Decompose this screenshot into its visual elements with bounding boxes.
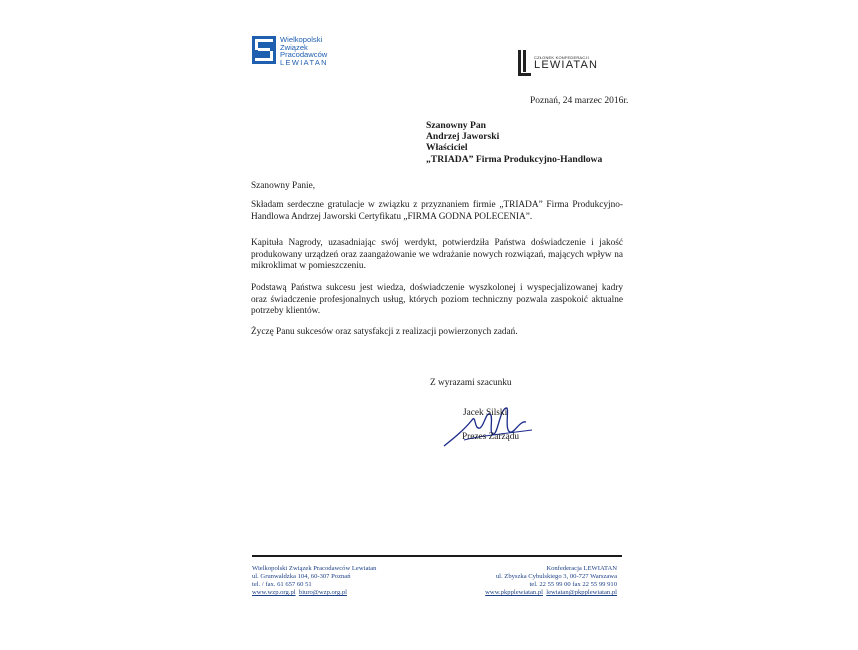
lewiatan-logo: [517, 50, 598, 76]
wzp-logo-text: [280, 36, 328, 66]
recipient-company: „TRIADA” Firma Produkcyjno-Handlowa: [426, 153, 603, 165]
footer-left-phone: tel. / fax. 61 657 60 51: [252, 581, 312, 589]
letter-paragraph-4: Życzę Panu sukcesów oraz satysfakcji z realizacji powierzonych zadań.: [251, 327, 518, 337]
wzp-logo-line-2: Związek: [280, 42, 308, 52]
letter-paragraph-3: Podstawą Państwa sukcesu jest wiedza, doświadczenie wyszkolonej i wyspecjalizowanej kadry oraz świadczenie profesjonalnych usług, których poziom techniczny pozwala zaspokoić aktualne potrzeby klientów.: [251, 283, 623, 317]
letter-greeting: Szanowny Panie,: [251, 181, 316, 191]
recipient-title: Właściciel: [426, 142, 468, 154]
letter-paragraph-1: Składam serdeczne gratulacje w związku z przyznaniem firmie „TRIADA” Firma Produkcyjno- Handlowa Andrzej Jaworski Certyfikatu „FIRMA GODNA POLECENIA”.: [251, 200, 623, 222]
recipient-name: Andrzej Jaworski: [426, 131, 500, 143]
wzp-logo-line-3: Pracodawców: [280, 50, 328, 60]
wzp-logo: [252, 36, 328, 66]
footer-left: [252, 565, 376, 597]
wzp-logo-mark-icon: [252, 36, 276, 64]
footer-right-links: [465, 589, 617, 597]
lewiatan-mark-icon: [517, 50, 531, 76]
recipient-address: [426, 120, 602, 165]
footer-right-website-link[interactable]: www.pkpplewiatan.pl: [485, 589, 543, 597]
footer-right-org: Konfederacja LEWIATAN: [546, 565, 617, 572]
footer-divider: [252, 555, 622, 557]
wzp-logo-line-4: LEWIATAN: [280, 57, 328, 67]
lewiatan-logo-text: [534, 55, 598, 71]
letter-closing: Z wyrazami szacunku: [430, 378, 512, 388]
footer-right-email-link[interactable]: lewiatan@pkpplewiatan.pl: [546, 589, 617, 597]
footer-left-org: Wielkopolski Związek Pracodawców Lewiatan: [252, 565, 377, 572]
lewiatan-logo-small: CZŁONEK KONFEDERACJI: [534, 55, 589, 60]
footer-right: [465, 565, 617, 597]
wzp-logo-line-1: Wielkopolski: [280, 35, 323, 44]
letter-paragraph-2: Kapituła Nagrody, uzasadniając swój werdykt, potwierdziła Państwa doświadczenie i jakość produkowany urządzeń oraz zaangażowanie we wdrażanie nowych rozwiązań, mających wpływ na mikroklimat w pomieszczeniu.: [251, 238, 623, 272]
letter-date: Poznań, 24 marzec 2016r.: [530, 96, 629, 106]
signer-role: Prezes Zarządu: [462, 432, 520, 442]
recipient-salutation: Szanowny Pan: [426, 120, 486, 131]
footer-right-phone: tel. 22 55 99 00 fax 22 55 99 910: [529, 581, 617, 589]
lewiatan-logo-big: LEWIATAN: [534, 59, 599, 71]
footer-left-email-link[interactable]: biuro@wzp.org.pl: [298, 589, 347, 597]
footer-left-links: [252, 589, 376, 597]
footer-right-address: ul. Zbyszka Cybulskiego 3, 00-727 Warszawa: [495, 573, 617, 581]
footer-left-website-link[interactable]: www.wzp.org.pl: [252, 589, 296, 597]
signer-name: Jacek Silski: [463, 408, 508, 418]
footer-left-address: ul. Grunwaldzka 104, 60-307 Poznań: [252, 573, 351, 581]
